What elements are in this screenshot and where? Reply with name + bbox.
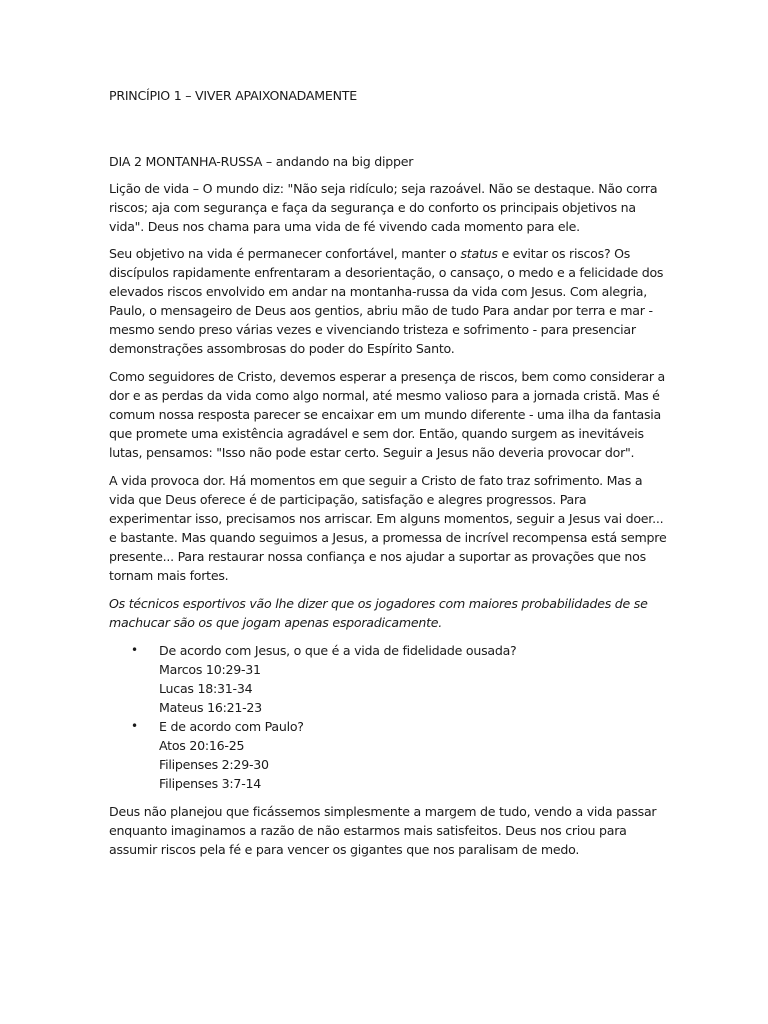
status-emphasis: status: [460, 246, 498, 261]
objective-paragraph: [109, 244, 669, 358]
question-text: E de acordo com Paulo?: [159, 719, 304, 734]
document-page: [109, 86, 669, 868]
closing-paragraph: Deus não planejou que ficássemos simplesmente a margem de tudo, vendo a vida passar enquanto imaginamos a razão de não estarmos mais satisfeitos. Deus nos criou para assumir riscos pela fé e para vencer os gigantes que nos paralisam de medo.: [109, 804, 657, 857]
list-item: [109, 717, 669, 793]
principle-title: PRINCÍPIO 1 – VIVER APAIXONADAMENTE: [109, 88, 357, 103]
question-text: De acordo com Jesus, o que é a vida de fidelidade ousada?: [159, 643, 517, 658]
bullet-icon: •: [131, 643, 138, 657]
reference-list: [159, 660, 669, 717]
life-lesson-paragraph: Lição de vida – O mundo diz: "Não seja ridículo; seja razoável. Não se destaque. Não corra riscos; aja com segurança e faça da segurança e do conforto os principais objetivos na vida". Deus nos chama para uma vida de fé vivendo cada momento para ele.: [109, 181, 658, 234]
pain-paragraph: A vida provoca dor. Há momentos em que seguir a Cristo de fato traz sofrimento. Mas a vida que Deus oferece é de participação, satisfação e alegres progressos. Para experimentar isso, precisamos nos arriscar. Em alguns momentos, seguir a Jesus vai doer... e bastante. Mas quando seguimos a Jesus, a promessa de incrível recompensa está sempre presente... Para restaurar nossa confiança e nos ajudar a suportar as provações que nos tornam mais fortes.: [109, 473, 667, 583]
bible-reference: Filipenses 2:29-30: [159, 757, 269, 772]
bible-reference: Atos 20:16-25: [159, 738, 245, 753]
day-title: DIA 2 MONTANHA-RUSSA – andando na big dipper: [109, 154, 414, 169]
bible-reference: Filipenses 3:7-14: [159, 776, 262, 791]
bullet-icon: •: [131, 719, 138, 733]
followers-paragraph: Como seguidores de Cristo, devemos esperar a presença de riscos, bem como considerar a dor e as perdas da vida como algo normal, até mesmo valioso para a jornada cristã. Mas é comum nossa resposta parecer se encaixar em um mundo diferente - uma ilha da fantasia que promete uma existência agradável e sem dor. Então, quando surgem as inevitáveis lutas, pensamos: "Isso não pode estar certo. Seguir a Jesus não deveria provocar dor".: [109, 369, 666, 460]
bible-reference: Lucas 18:31-34: [159, 681, 253, 696]
bible-reference: Mateus 16:21-23: [159, 700, 262, 715]
list-item: [109, 641, 669, 717]
question-list: [109, 641, 669, 793]
objective-text-end: e evitar os riscos? Os discípulos rapidamente enfrentaram a desorientação, o cansaço, o medo e a felicidade dos elevados riscos envolvido em andar na montanha-russa da vida com Jesus. Com alegria, Paulo, o mensageiro de Deus aos gentios, abriu mão de tudo Para andar por terra e mar - mesmo sendo preso várias vezes e vivenciando tristeza e sofrimento - para presenciar demonstrações assombrosas do poder do Espírito Santo.: [109, 246, 664, 356]
objective-text-start: Seu objetivo na vida é permanecer confortável, manter o: [109, 246, 461, 261]
coaches-quote: Os técnicos esportivos vão lhe dizer que os jogadores com maiores probabilidades de se machucar são os que jogam apenas esporadicamente.: [109, 596, 648, 630]
bible-reference: Marcos 10:29-31: [159, 662, 261, 677]
reference-list: [159, 736, 669, 793]
